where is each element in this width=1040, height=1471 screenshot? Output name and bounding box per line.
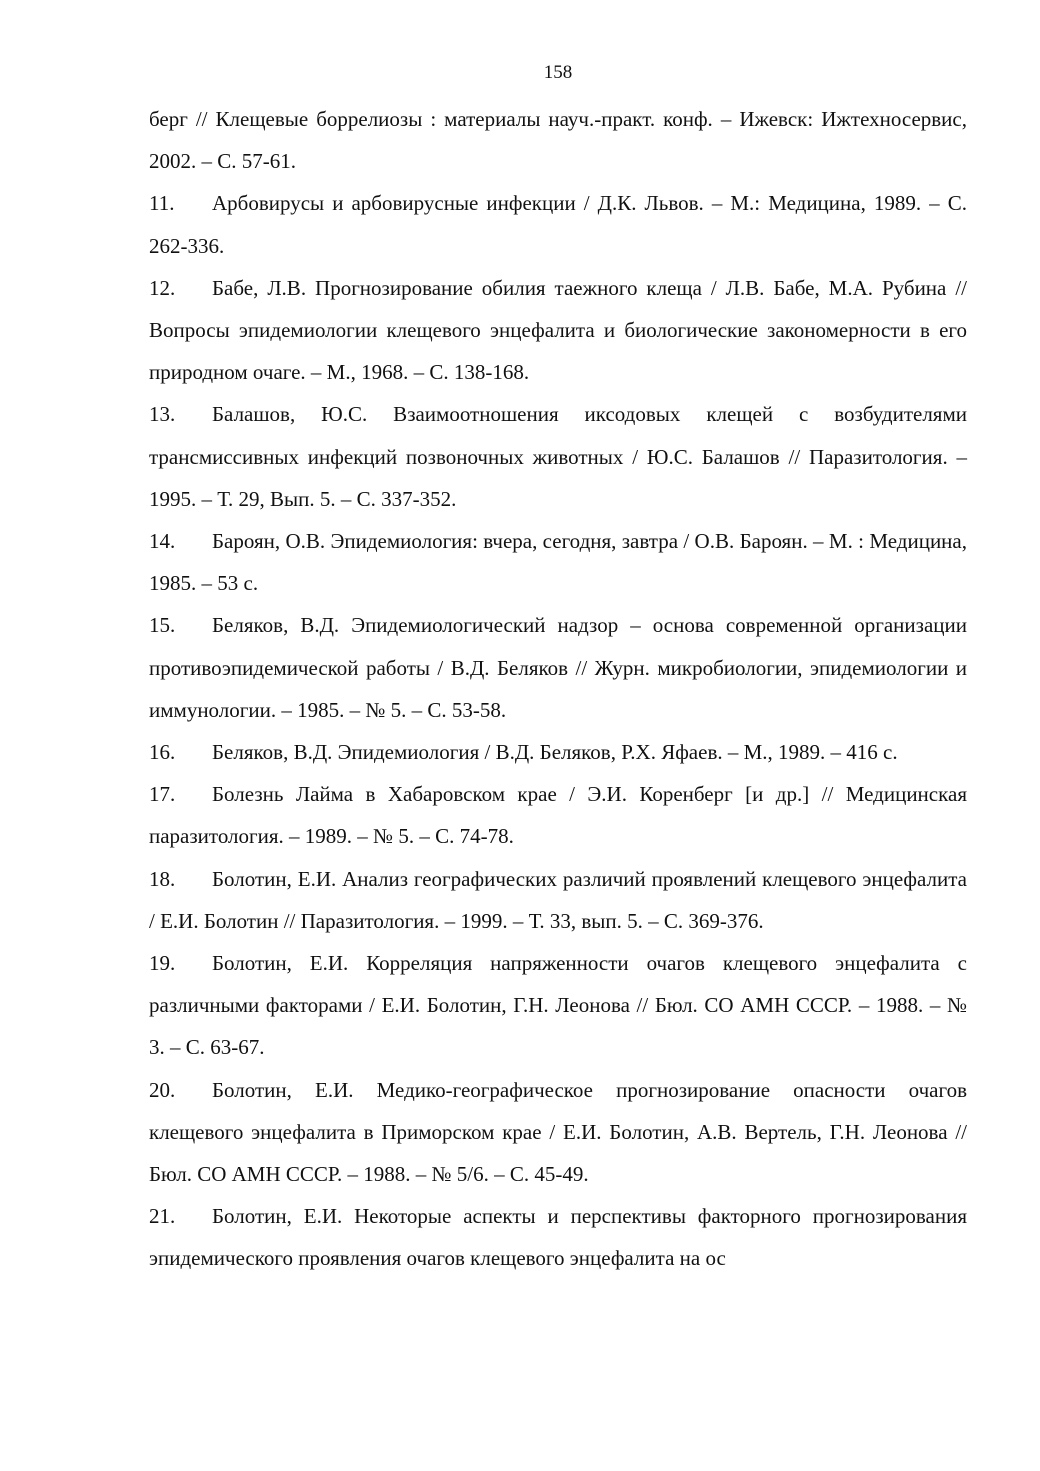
reference-item <box>149 773 967 857</box>
reference-number: 11. <box>149 191 175 216</box>
reference-number: 14. <box>149 529 176 554</box>
page-number: 158 <box>543 62 573 83</box>
reference-number: 21. <box>149 1204 176 1229</box>
reference-number: 13. <box>149 402 176 427</box>
reference-text: Арбовирусы и арбовирусные инфекции / Д.К. Львов. – М.: Медицина, 1989. – С. 262-336. <box>149 191 967 258</box>
reference-text: Беляков, В.Д. Эпидемиология / В.Д. Беляков, Р.Х. Яфаев. – М., 1989. – 416 с. <box>212 740 898 765</box>
reference-number: 20. <box>149 1077 176 1102</box>
reference-list <box>149 98 967 1280</box>
reference-item <box>149 520 967 604</box>
reference-text: Балашов, Ю.С. Взаимоотношения иксодовых клещей с возбудителями трансмиссивных инфекций позвоночных животных / Ю.С. Балашов // Паразитология. – 1995. – Т. 29, Вып. 5. – С. 337-352. <box>149 402 967 511</box>
reference-text: Болотин, Е.И. Медико-географическое прогнозирование опасности очагов клещевого энцефалита в Приморском крае / Е.И. Болотин, А.В. Вертель, Г.Н. Леонова // Бюл. СО АМН СССР. – 1988. – № 5/6. – С. 45-49. <box>149 1077 967 1187</box>
reference-item <box>149 393 967 520</box>
reference-text: Бароян, О.В. Эпидемиология: вчера, сегодня, завтра / О.В. Бароян. – М. : Медицина, 1985. – 53 с. <box>149 529 967 596</box>
reference-item <box>149 267 967 394</box>
reference-number: 17. <box>149 782 176 807</box>
reference-item <box>149 1069 967 1196</box>
reference-continuation: берг // Клещевые боррелиозы : материалы науч.-практ. конф. – Ижевск: Ижтехносервис, 2002. – С. 57-61. <box>149 107 967 174</box>
reference-text: Бабе, Л.В. Прогнозирование обилия таежного клеща / Л.В. Бабе, М.А. Рубина // Вопросы эпидемиологии клещевого энцефалита и биологические закономерности в его природном очаге. – М., 1968. – С. 138-168. <box>149 275 967 385</box>
reference-text: Болотин, Е.И. Некоторые аспекты и перспективы факторного прогнозирования эпидемического проявления очагов клещевого энцефалита на ос <box>149 1204 967 1271</box>
reference-item <box>149 858 967 942</box>
reference-number: 15. <box>149 613 176 638</box>
reference-text: Болезнь Лайма в Хабаровском крае / Э.И. Коренберг [и др.] // Медицинская паразитология. – 1989. – № 5. – С. 74-78. <box>149 782 967 849</box>
reference-number: 19. <box>149 951 176 976</box>
reference-number: 12. <box>149 275 176 300</box>
reference-number: 16. <box>149 740 176 765</box>
reference-number: 18. <box>149 866 176 891</box>
reference-text: Беляков, В.Д. Эпидемиологический надзор – основа современной организации противоэпидемической работы / В.Д. Беляков // Журн. микробиологии, эпидемиологии и иммунологии. – 1985. – № 5. – С. 53-58. <box>149 613 967 722</box>
reference-item <box>149 1195 967 1279</box>
reference-item <box>149 942 967 1069</box>
reference-text: Болотин, Е.И. Анализ географических различий проявлений клещевого энцефалита / Е.И. Болотин // Паразитология. – 1999. – Т. 33, вып. 5. – С. 369-376. <box>149 866 967 933</box>
reference-text: Болотин, Е.И. Корреляция напряженности очагов клещевого энцефалита с различными факторами / Е.И. Болотин, Г.Н. Леонова // Бюл. СО АМН СССР. – 1988. – № 3. – С. 63-67. <box>149 951 967 1060</box>
reference-item <box>149 604 967 731</box>
reference-item <box>149 182 967 266</box>
reference-item <box>149 731 967 773</box>
